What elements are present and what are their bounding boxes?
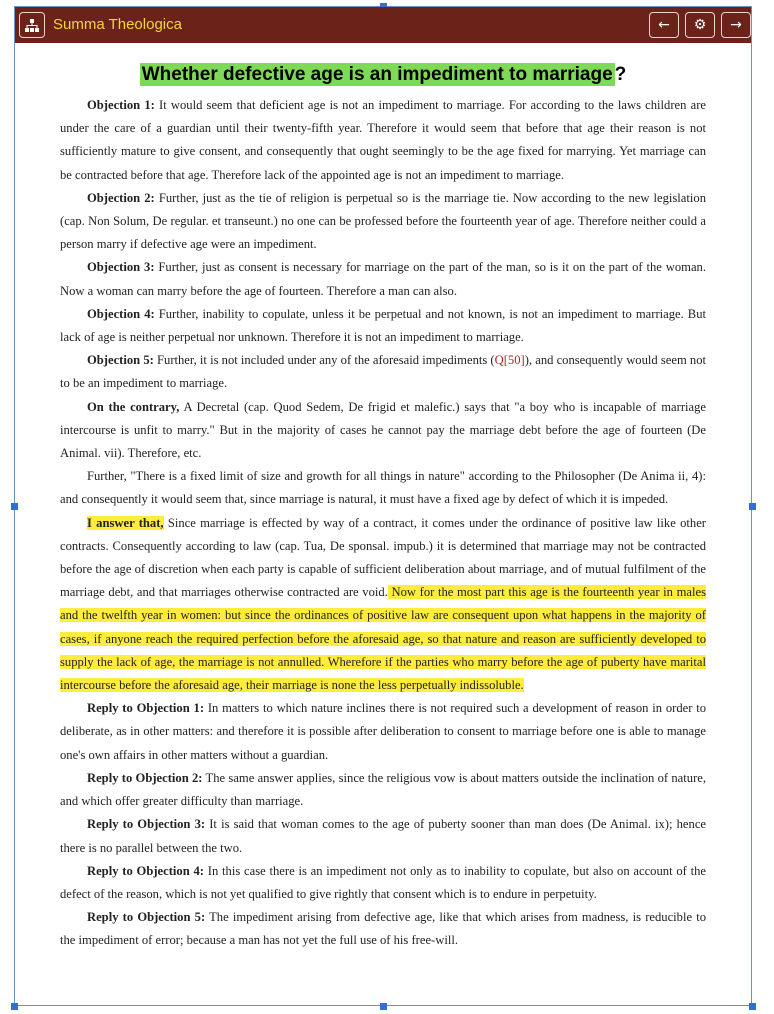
paragraph-text: A Decretal (cap. Quod Sedem, De frigid et malefic.) says that "a boy who is incapable of marriage intercourse is unfit to marry." But in the majority of cases he cannot pay the marriage debt before the age of fourteen (De Animal. vii). Therefore, etc.: [60, 399, 706, 461]
sitemap-icon: [25, 19, 39, 32]
paragraph-text: Further, "There is a fixed limit of size and growth for all things in nature" according to the Philosopher (De Anima ii, 4): and consequently it would seem that, since marriage is natural, it must have a fixed age by defect of which it is impeded.: [60, 469, 706, 507]
resize-handle-bottom[interactable]: [380, 1003, 387, 1010]
paragraph-text: Further, just as consent is necessary for marriage on the part of the man, so is it on the part of the woman. Now a woman can marry before the age of fourteen. Therefore a man can also.: [60, 260, 706, 298]
toc-button[interactable]: [19, 12, 45, 38]
paragraph-text: Further, it is not included under any of the aforesaid impediments (: [153, 353, 495, 368]
i-answer-that: [60, 512, 706, 698]
paragraph-label: Objection 5:: [87, 353, 154, 368]
objection-3: [60, 256, 706, 302]
paragraph-text-after: ), and consequently would seem not to be an impediment to marriage.: [60, 353, 707, 391]
paragraph-label: I answer that,: [87, 515, 164, 530]
paragraph-label: Reply to Objection 2:: [87, 770, 203, 785]
paragraph-text: The same answer applies, since the religious vow is about matters outside the inclination of nature, and which offer greater difficulty than marriage.: [60, 770, 707, 809]
top-bar: [15, 7, 751, 43]
paragraph-text: Further, inability to copulate, unless it be perpetual and not known, is not an impediment to marriage. But lack of age is neither perpetual nor unknown. Therefore it is not an impediment to marriage.: [60, 306, 706, 345]
settings-button[interactable]: [685, 12, 715, 38]
paragraph-text: In this case there is an impediment not only as to inability to copulate, but also on account of the defect of the reason, which is not yet qualified to give rightly that consent which is to endure in perpetuity.: [60, 863, 707, 901]
title-question-mark: ?: [614, 64, 627, 85]
resize-handle-right[interactable]: [749, 503, 756, 510]
paragraph-text: The impediment arising from defective age, like that which arises from madness, is reducible to the impediment of error; because a man has not yet the full use of his free-will.: [60, 910, 707, 948]
gear-icon: ⚙: [693, 17, 707, 33]
paragraph-text: It is said that woman comes to the age of puberty sooner than man does (De Animal. ix); hence there is no parallel between the two.: [60, 817, 706, 855]
paragraph-label: Objection 3:: [87, 260, 155, 275]
objection-5: [60, 349, 706, 395]
paragraph-label: On the contrary,: [87, 399, 180, 414]
objection-2: [60, 187, 706, 257]
paragraph-text: Further, just as the tie of religion is perpetual so is the marriage tie. Now according to the new legislation (cap. Non Solum, De regular. et transeunt.) no one can be professed before the fourteenth year of age. Therefore neither could a person marry if defective age were an impediment.: [60, 190, 706, 252]
title-highlight: Whether defective age is an impediment to marriage: [141, 64, 613, 85]
paragraph-text: Since marriage is effected by way of a contract, it comes under the ordinance of positive law like other contracts. Consequently according to law (cap. Tua, De sponsal. impub.) it is determined that marriage may not be contracted before the age of discretion when each party is capable of sufficient deliberation about marriage, and of mutual fulfilment of the marriage debt, and that marriages otherwise contracted are void.: [60, 515, 706, 600]
paragraph-label: Objection 2:: [87, 190, 155, 205]
resize-handle-bottom-left[interactable]: [11, 1003, 18, 1010]
paragraph-label: Reply to Objection 4:: [87, 863, 204, 878]
reply-5: [60, 906, 706, 952]
paragraph-label: Reply to Objection 1:: [87, 701, 205, 716]
highlighted-text: Now for the most part this age is the fourteenth year in males and the twelfth year in women: but since the ordinances of positive law are consequent upon what happens in the majority of cases, if anyone reach the required perfection before the aforesaid age, so that nature and reason are sufficiently developed to supply the lack of age, the marriage is not annulled. Wherefore if the parties who marry before the age of puberty have marital intercourse before the aforesaid age, their marriage is none the less perpetually indissoluble.: [60, 585, 706, 693]
reply-1: [60, 697, 706, 767]
article-title: [60, 62, 706, 88]
arrow-left-icon: ←: [658, 17, 670, 33]
paragraph-label: Reply to Objection 5:: [87, 910, 206, 925]
resize-handle-bottom-right[interactable]: [749, 1003, 756, 1010]
arrow-right-icon: →: [730, 17, 742, 33]
paragraph-label: Reply to Objection 3:: [87, 817, 206, 832]
objection-4: [60, 303, 706, 349]
objection-1: [60, 94, 706, 187]
on-the-contrary: [60, 396, 706, 466]
reply-4: [60, 860, 706, 906]
reply-3: [60, 813, 706, 859]
resize-handle-left[interactable]: [11, 503, 18, 510]
paragraph-text: It would seem that deficient age is not an impediment to marriage. For according to the laws children are under the care of a guardian until their twenty-fifth year. Therefore it would seem that before that age their reason is not sufficiently mature to give consent, and consequently that ought seemingly to be the age fixed for marrying. Yet marriage can be contracted before that age. Therefore lack of the appointed age is not an impediment to marriage.: [60, 98, 706, 182]
paragraph-label: Objection 1:: [87, 98, 155, 112]
paragraph-text: In matters to which nature inclines there is not required such a development of reason in order to deliberate, as in other matters: and therefore it is possible after deliberation to consent to marriage before one is able to manage one's own affairs in other matters without a guardian.: [60, 701, 706, 762]
article-content: [60, 62, 706, 953]
reply-2: [60, 767, 706, 813]
paragraph-label: Objection 4:: [87, 306, 155, 321]
back-button[interactable]: [649, 12, 679, 38]
forward-button[interactable]: [721, 12, 751, 38]
app-title: Summa Theologica: [53, 16, 182, 33]
question-link[interactable]: Q[50]: [494, 353, 525, 368]
further-paragraph: [60, 465, 706, 511]
